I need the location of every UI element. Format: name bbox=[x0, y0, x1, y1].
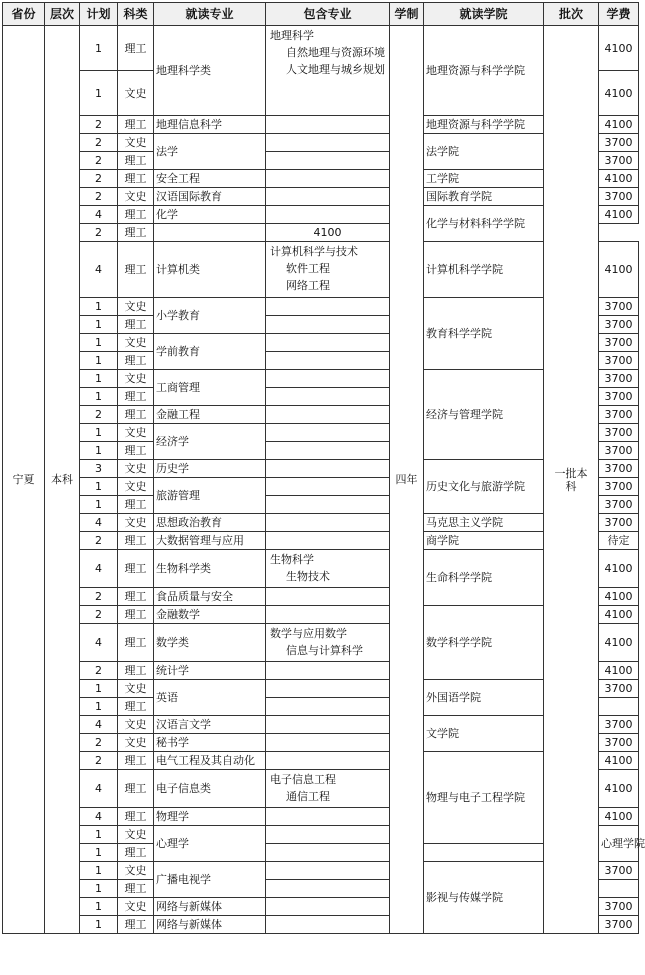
major-cell: 金融数学 bbox=[154, 606, 266, 624]
major-cell: 法学 bbox=[154, 134, 266, 170]
table-row bbox=[3, 370, 639, 388]
header-major: 就读专业 bbox=[154, 3, 266, 26]
college-cell: 地理资源与科学学院 bbox=[424, 26, 544, 116]
header-fee: 学费 bbox=[599, 3, 639, 26]
includes-cell bbox=[266, 916, 390, 934]
includes-cell bbox=[266, 496, 390, 514]
college-cell: 历史文化与旅游学院 bbox=[424, 460, 544, 514]
kind-cell: 理工 bbox=[118, 698, 154, 716]
plan-cell: 2 bbox=[80, 588, 118, 606]
includes-cell bbox=[266, 808, 390, 826]
kind-cell: 理工 bbox=[118, 532, 154, 550]
fee-cell: 4100 bbox=[599, 71, 639, 116]
major-cell: 学前教育 bbox=[154, 334, 266, 370]
included-major: 电子信息工程 bbox=[270, 773, 336, 786]
fee-cell: 3700 bbox=[599, 316, 639, 334]
includes-cell bbox=[266, 352, 390, 370]
fee-cell: 3700 bbox=[599, 152, 639, 170]
major-cell: 食品质量与安全 bbox=[154, 588, 266, 606]
table-row bbox=[3, 514, 639, 532]
major-cell: 英语 bbox=[154, 680, 266, 716]
college-cell: 教育科学学院 bbox=[424, 298, 544, 370]
plan-cell: 2 bbox=[80, 406, 118, 424]
includes-cell bbox=[266, 298, 390, 316]
kind-cell: 理工 bbox=[118, 26, 154, 71]
major-cell: 地理信息科学 bbox=[154, 116, 266, 134]
fee-cell: 3700 bbox=[599, 898, 639, 916]
province-cell: 宁夏 bbox=[3, 26, 45, 934]
fee-cell: 4100 bbox=[599, 624, 639, 662]
kind-cell: 理工 bbox=[118, 316, 154, 334]
kind-cell: 理工 bbox=[118, 496, 154, 514]
fee-cell: 3700 bbox=[599, 352, 639, 370]
kind-cell: 理工 bbox=[118, 880, 154, 898]
fee-cell: 4100 bbox=[599, 26, 639, 71]
level-cell: 本科 bbox=[45, 26, 80, 934]
duration-cell: 四年 bbox=[390, 26, 424, 934]
fee-cell: 3700 bbox=[599, 442, 639, 460]
plan-cell: 1 bbox=[80, 898, 118, 916]
included-major: 网络工程 bbox=[286, 279, 330, 292]
kind-cell: 理工 bbox=[118, 242, 154, 298]
fee-cell: 4100 bbox=[599, 662, 639, 680]
kind-cell: 文史 bbox=[118, 188, 154, 206]
plan-cell: 1 bbox=[80, 880, 118, 898]
included-major: 自然地理与资源环境 bbox=[286, 46, 385, 59]
plan-cell: 2 bbox=[80, 116, 118, 134]
includes-cell bbox=[266, 478, 390, 496]
included-major: 数学与应用数学 bbox=[270, 627, 347, 640]
college-cell: 生命科学学院 bbox=[424, 550, 544, 606]
major-cell bbox=[266, 880, 390, 898]
includes-cell bbox=[266, 680, 390, 698]
college-cell: 化学与材料科学学院 bbox=[424, 206, 544, 242]
fee-cell: 3700 bbox=[599, 406, 639, 424]
kind-cell: 理工 bbox=[118, 352, 154, 370]
includes-cell bbox=[266, 716, 390, 734]
college-cell: 经济与管理学院 bbox=[424, 370, 544, 460]
table-row bbox=[3, 716, 639, 734]
kind-cell: 文史 bbox=[118, 898, 154, 916]
college-cell: 心理学院 bbox=[599, 826, 639, 862]
table-row bbox=[3, 134, 639, 152]
major-cell: 网络与新媒体 bbox=[154, 916, 266, 934]
plan-cell: 2 bbox=[80, 170, 118, 188]
kind-cell: 理工 bbox=[118, 152, 154, 170]
includes-cell bbox=[266, 514, 390, 532]
includes-cell bbox=[266, 662, 390, 680]
college-cell: 工学院 bbox=[424, 170, 544, 188]
major-cell: 广播电视学 bbox=[154, 862, 266, 898]
batch-cell: 一批本科 bbox=[544, 26, 599, 934]
plan-cell: 1 bbox=[80, 698, 118, 716]
included-major: 信息与计算科学 bbox=[286, 644, 363, 657]
includes-cell bbox=[266, 370, 390, 388]
includes-cell bbox=[599, 698, 639, 716]
fee-cell: 4100 bbox=[599, 206, 639, 224]
college-cell: 计算机科学学院 bbox=[424, 242, 544, 298]
header-batch: 批次 bbox=[544, 3, 599, 26]
fee-cell: 4100 bbox=[599, 808, 639, 826]
table-row bbox=[3, 680, 639, 698]
college-cell: 影视与传媒学院 bbox=[424, 862, 544, 934]
header-level: 层次 bbox=[45, 3, 80, 26]
plan-cell: 1 bbox=[80, 916, 118, 934]
plan-cell: 4 bbox=[80, 624, 118, 662]
college-cell: 马克思主义学院 bbox=[424, 514, 544, 532]
kind-cell: 文史 bbox=[118, 826, 154, 844]
header-row bbox=[3, 3, 639, 26]
plan-cell: 4 bbox=[80, 550, 118, 588]
kind-cell: 文史 bbox=[118, 460, 154, 478]
kind-cell: 文史 bbox=[118, 298, 154, 316]
college-cell: 国际教育学院 bbox=[424, 188, 544, 206]
college-cell: 文学院 bbox=[424, 716, 544, 752]
includes-cell bbox=[266, 316, 390, 334]
major-cell: 电气工程及其自动化 bbox=[154, 752, 266, 770]
included-major: 地理科学 bbox=[270, 29, 314, 42]
included-major: 软件工程 bbox=[286, 262, 330, 275]
plan-cell: 2 bbox=[80, 752, 118, 770]
kind-cell: 理工 bbox=[118, 624, 154, 662]
table-row bbox=[3, 188, 639, 206]
includes-cell bbox=[266, 550, 390, 588]
kind-cell: 文史 bbox=[118, 71, 154, 116]
kind-cell: 理工 bbox=[118, 588, 154, 606]
college-cell: 商学院 bbox=[424, 532, 544, 550]
plan-cell: 3 bbox=[80, 460, 118, 478]
kind-cell: 文史 bbox=[118, 514, 154, 532]
table-row bbox=[3, 550, 639, 588]
kind-cell: 理工 bbox=[118, 808, 154, 826]
fee-cell: 3700 bbox=[599, 424, 639, 442]
kind-cell: 文史 bbox=[118, 424, 154, 442]
major-cell: 心理学 bbox=[154, 826, 266, 862]
kind-cell: 理工 bbox=[118, 442, 154, 460]
includes-cell bbox=[266, 734, 390, 752]
major-cell: 网络与新媒体 bbox=[154, 898, 266, 916]
table-row bbox=[3, 170, 639, 188]
plan-cell: 1 bbox=[80, 496, 118, 514]
fee-cell: 3700 bbox=[599, 496, 639, 514]
table-row bbox=[3, 844, 639, 862]
plan-cell: 1 bbox=[80, 334, 118, 352]
fee-cell: 4100 bbox=[599, 606, 639, 624]
includes-cell bbox=[266, 406, 390, 424]
major-cell: 化学 bbox=[154, 206, 266, 224]
fee-cell: 4100 bbox=[599, 242, 639, 298]
kind-cell: 理工 bbox=[118, 844, 154, 862]
header-province: 省份 bbox=[3, 3, 45, 26]
fee-cell: 3700 bbox=[599, 388, 639, 406]
fee-cell: 3700 bbox=[599, 862, 639, 880]
major-cell: 小学教育 bbox=[154, 298, 266, 334]
major-cell: 大数据管理与应用 bbox=[154, 532, 266, 550]
plan-cell: 4 bbox=[80, 808, 118, 826]
header-duration: 学制 bbox=[390, 3, 424, 26]
kind-cell: 理工 bbox=[118, 206, 154, 224]
includes-cell bbox=[266, 826, 390, 844]
plan-cell: 2 bbox=[80, 734, 118, 752]
plan-cell: 4 bbox=[80, 514, 118, 532]
table-row bbox=[3, 206, 639, 224]
includes-cell bbox=[266, 862, 390, 880]
includes-cell bbox=[266, 460, 390, 478]
kind-cell: 理工 bbox=[118, 916, 154, 934]
plan-cell: 1 bbox=[80, 352, 118, 370]
table-row bbox=[3, 26, 639, 71]
major-cell: 汉语言文学 bbox=[154, 716, 266, 734]
kind-cell: 理工 bbox=[118, 550, 154, 588]
kind-cell: 理工 bbox=[118, 388, 154, 406]
fee-cell: 3700 bbox=[599, 916, 639, 934]
table-row bbox=[3, 460, 639, 478]
includes-cell bbox=[266, 116, 390, 134]
fee-cell: 3700 bbox=[599, 188, 639, 206]
major-cell: 工商管理 bbox=[154, 370, 266, 406]
includes-cell bbox=[266, 424, 390, 442]
major-cell: 生物科学类 bbox=[154, 550, 266, 588]
plan-cell: 2 bbox=[80, 532, 118, 550]
major-cell: 地理科学类 bbox=[154, 26, 266, 116]
major-cell: 电子信息类 bbox=[154, 770, 266, 808]
plan-cell: 1 bbox=[80, 478, 118, 496]
plan-cell: 1 bbox=[80, 424, 118, 442]
includes-cell bbox=[266, 206, 390, 224]
college-cell: 法学院 bbox=[424, 134, 544, 170]
includes-cell bbox=[266, 188, 390, 206]
enrollment-plan-table bbox=[2, 2, 645, 934]
includes-cell bbox=[599, 880, 639, 898]
fee-cell: 4100 bbox=[599, 116, 639, 134]
includes-cell bbox=[266, 770, 390, 808]
header-includes: 包含专业 bbox=[266, 3, 390, 26]
includes-cell bbox=[266, 388, 390, 406]
table-row bbox=[3, 752, 639, 770]
plan-cell: 1 bbox=[80, 388, 118, 406]
plan-cell: 2 bbox=[80, 152, 118, 170]
includes-cell bbox=[266, 334, 390, 352]
plan-cell: 2 bbox=[80, 224, 118, 242]
fee-cell: 3700 bbox=[599, 460, 639, 478]
fee-cell: 4100 bbox=[599, 170, 639, 188]
includes-cell bbox=[266, 170, 390, 188]
major-cell: 经济学 bbox=[154, 424, 266, 460]
kind-cell: 理工 bbox=[118, 662, 154, 680]
major-cell: 思想政治教育 bbox=[154, 514, 266, 532]
kind-cell: 文史 bbox=[118, 134, 154, 152]
plan-cell: 2 bbox=[80, 134, 118, 152]
plan-cell: 1 bbox=[80, 26, 118, 71]
kind-cell: 理工 bbox=[118, 752, 154, 770]
table-row bbox=[3, 242, 639, 298]
kind-cell: 理工 bbox=[118, 170, 154, 188]
fee-cell: 3700 bbox=[599, 514, 639, 532]
plan-cell: 2 bbox=[80, 188, 118, 206]
includes-cell bbox=[266, 26, 390, 116]
plan-cell: 1 bbox=[80, 316, 118, 334]
fee-cell: 4100 bbox=[599, 770, 639, 808]
fee-cell: 4100 bbox=[266, 224, 390, 242]
plan-cell: 1 bbox=[80, 298, 118, 316]
plan-cell: 4 bbox=[80, 206, 118, 224]
header-plan: 计划 bbox=[80, 3, 118, 26]
kind-cell: 文史 bbox=[118, 716, 154, 734]
kind-cell: 理工 bbox=[118, 606, 154, 624]
kind-cell: 理工 bbox=[118, 406, 154, 424]
includes-cell bbox=[266, 752, 390, 770]
college-cell: 外国语学院 bbox=[424, 680, 544, 716]
plan-cell: 2 bbox=[80, 662, 118, 680]
included-major: 生物技术 bbox=[286, 570, 330, 583]
major-cell: 汉语国际教育 bbox=[154, 188, 266, 206]
plan-cell: 4 bbox=[80, 770, 118, 808]
plan-cell: 1 bbox=[80, 844, 118, 862]
kind-cell: 文史 bbox=[118, 734, 154, 752]
major-cell: 统计学 bbox=[154, 662, 266, 680]
major-cell: 旅游管理 bbox=[154, 478, 266, 514]
major-cell: 历史学 bbox=[154, 460, 266, 478]
includes-cell bbox=[424, 844, 544, 862]
major-cell: 安全工程 bbox=[154, 170, 266, 188]
included-major: 通信工程 bbox=[286, 790, 330, 803]
major-cell: 计算机类 bbox=[154, 242, 266, 298]
header-college: 就读学院 bbox=[424, 3, 544, 26]
fee-cell: 3700 bbox=[599, 734, 639, 752]
fee-cell: 待定 bbox=[599, 532, 639, 550]
major-cell: 金融工程 bbox=[154, 406, 266, 424]
includes-cell bbox=[266, 898, 390, 916]
table-row bbox=[3, 606, 639, 624]
plan-cell: 4 bbox=[80, 716, 118, 734]
plan-cell: 1 bbox=[80, 370, 118, 388]
college-cell: 数学科学学院 bbox=[424, 606, 544, 680]
includes-cell bbox=[266, 152, 390, 170]
plan-cell: 4 bbox=[80, 242, 118, 298]
includes-cell bbox=[266, 134, 390, 152]
table-row bbox=[3, 298, 639, 316]
includes-cell bbox=[266, 442, 390, 460]
college-cell: 地理资源与科学学院 bbox=[424, 116, 544, 134]
plan-cell: 1 bbox=[80, 680, 118, 698]
header-kind: 科类 bbox=[118, 3, 154, 26]
included-major: 人文地理与城乡规划 bbox=[286, 63, 385, 76]
plan-cell: 1 bbox=[80, 71, 118, 116]
fee-cell: 3700 bbox=[599, 478, 639, 496]
included-major: 计算机科学与技术 bbox=[270, 245, 358, 258]
kind-cell: 文史 bbox=[118, 680, 154, 698]
includes-cell bbox=[266, 624, 390, 662]
included-major: 生物科学 bbox=[270, 553, 314, 566]
major-cell: 物理学 bbox=[154, 808, 266, 826]
includes-cell bbox=[266, 588, 390, 606]
table-row bbox=[3, 116, 639, 134]
college-cell: 物理与电子工程学院 bbox=[424, 752, 544, 844]
kind-cell: 文史 bbox=[118, 370, 154, 388]
fee-cell: 3700 bbox=[599, 680, 639, 698]
kind-cell: 文史 bbox=[118, 862, 154, 880]
kind-cell: 理工 bbox=[118, 224, 154, 242]
fee-cell: 4100 bbox=[599, 752, 639, 770]
includes-cell bbox=[266, 242, 390, 298]
fee-cell: 4100 bbox=[599, 550, 639, 588]
major-cell: 数学类 bbox=[154, 624, 266, 662]
table-row bbox=[3, 532, 639, 550]
plan-cell: 1 bbox=[80, 442, 118, 460]
major-cell bbox=[266, 844, 390, 862]
kind-cell: 文史 bbox=[118, 334, 154, 352]
kind-cell: 文史 bbox=[118, 478, 154, 496]
plan-cell: 1 bbox=[80, 826, 118, 844]
table-row bbox=[3, 862, 639, 880]
fee-cell: 3700 bbox=[599, 298, 639, 316]
fee-cell: 3700 bbox=[599, 716, 639, 734]
includes-cell bbox=[266, 532, 390, 550]
major-cell bbox=[266, 698, 390, 716]
fee-cell: 3700 bbox=[599, 334, 639, 352]
fee-cell: 4100 bbox=[599, 588, 639, 606]
kind-cell: 理工 bbox=[118, 770, 154, 808]
major-cell: 秘书学 bbox=[154, 734, 266, 752]
fee-cell: 3700 bbox=[599, 134, 639, 152]
plan-cell: 1 bbox=[80, 862, 118, 880]
includes-cell bbox=[266, 606, 390, 624]
plan-cell: 2 bbox=[80, 606, 118, 624]
fee-cell: 3700 bbox=[599, 370, 639, 388]
kind-cell: 理工 bbox=[118, 116, 154, 134]
includes-cell bbox=[154, 224, 266, 242]
